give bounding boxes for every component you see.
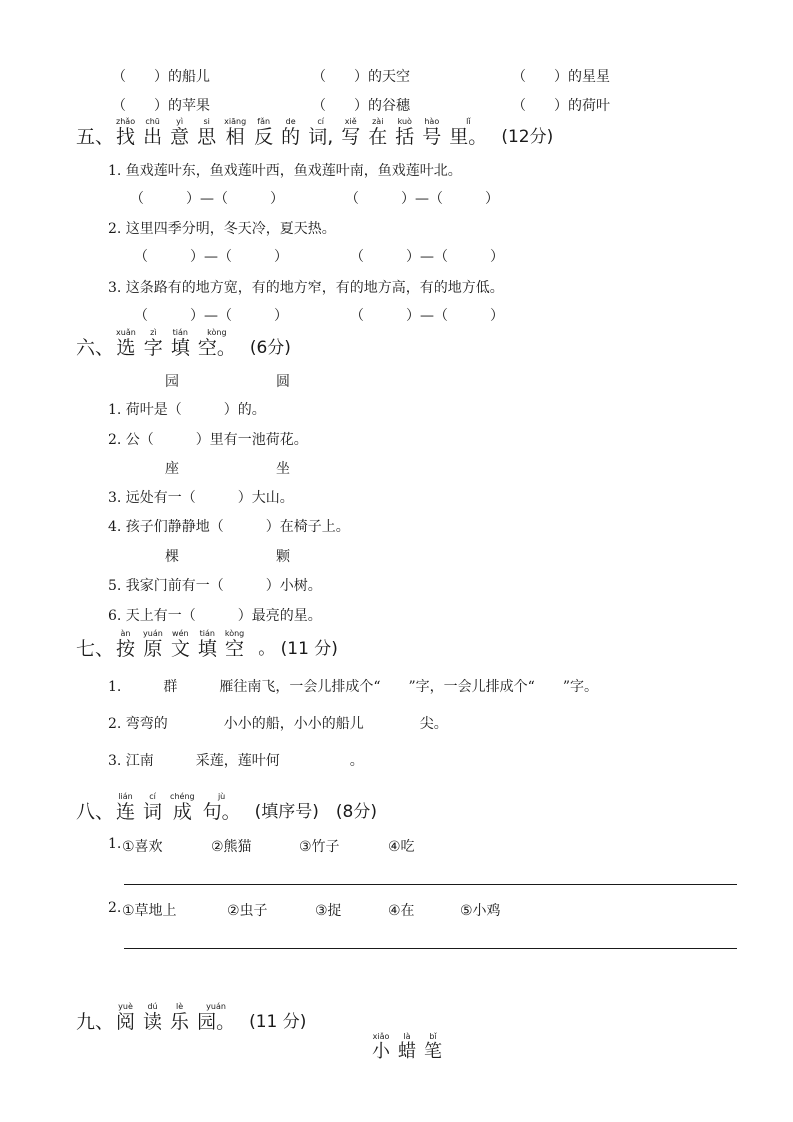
pinyin: wén: [172, 629, 189, 638]
option-char: 园: [165, 374, 179, 390]
hanzi: 成: [172, 801, 192, 823]
pinyin: chū: [145, 117, 160, 126]
section-7-heading: [76, 629, 338, 660]
word-chip: ②熊猫: [211, 839, 252, 855]
pinyin: cí: [317, 117, 325, 126]
word-chip: ②虫子: [227, 903, 268, 919]
option-char: 颗: [276, 549, 290, 565]
fill-item: （ ）的苹果: [112, 98, 210, 114]
pinyin: àn: [120, 629, 131, 638]
ruby-char: [143, 629, 163, 660]
pinyin: si: [203, 117, 210, 126]
question-text: 3. 远处有一（ ）大山。: [108, 490, 294, 506]
pinyin: là: [403, 1032, 411, 1041]
option-char: 棵: [165, 549, 179, 565]
question-text: 3. 江南 采莲，莲叶何 。: [108, 753, 364, 769]
pinyin: xiě: [344, 117, 357, 126]
section-number: 七、: [76, 638, 115, 660]
word-chip: ①喜欢: [122, 839, 163, 855]
hanzi: 选: [116, 337, 136, 359]
hanzi: 读: [143, 1011, 163, 1033]
hanzi: 按: [116, 638, 136, 660]
pinyin: xiāng: [224, 117, 247, 126]
hanzi: 填: [170, 337, 190, 359]
ruby-char: [116, 629, 135, 660]
hanzi: 阅: [116, 1011, 136, 1033]
question-text: 5. 我家门前有一（ ）小树。: [108, 578, 322, 594]
hanzi: 括: [395, 126, 415, 148]
answer-blank: （ ）—（ ）: [134, 308, 288, 324]
pinyin: tián: [172, 328, 188, 337]
question-text: 1. 群 雁往南飞，一会儿排成个“ ”字，一会儿排成个“ ”字。: [108, 679, 598, 695]
word-chip: ④在: [388, 903, 415, 919]
section-5-heading: [76, 117, 553, 148]
question-text: 4. 孩子们静静地（ ）在椅子上。: [108, 519, 350, 535]
section-8-heading: [76, 792, 377, 823]
ruby-char: [198, 328, 236, 359]
ruby-char: [116, 117, 135, 148]
ruby-char: [143, 117, 162, 148]
ruby-char: [398, 1032, 416, 1063]
hanzi: 连: [116, 801, 136, 823]
question-number: 1.: [108, 836, 122, 852]
hanzi: 的: [281, 126, 301, 148]
pinyin: zì: [150, 328, 157, 337]
ruby-char: [171, 629, 190, 660]
hanzi: 文: [170, 638, 190, 660]
section-9-heading: [76, 1002, 306, 1033]
section-number: 五、: [76, 126, 115, 148]
ruby-char: [368, 117, 387, 148]
pinyin: kòng: [224, 629, 245, 638]
ruby-char: [170, 1002, 189, 1033]
pinyin: cí: [149, 792, 156, 801]
pinyin: jù: [217, 792, 226, 801]
hanzi: 字: [143, 337, 163, 359]
hanzi: 空: [225, 638, 245, 660]
fill-item: （ ）的荷叶: [512, 98, 610, 114]
hanzi: 笔: [424, 1041, 442, 1062]
pinyin: yuè: [118, 1002, 133, 1011]
section-6-heading: [76, 328, 291, 359]
ruby-char: [197, 117, 216, 148]
ruby-char: [225, 629, 244, 660]
ruby-char: [424, 1032, 442, 1063]
ruby-char: [198, 629, 217, 660]
score-label: (11 分): [249, 1012, 307, 1032]
ruby-char: [170, 117, 189, 148]
question-text: 2. 弯弯的 小小的船，小小的船儿 尖。: [108, 716, 448, 732]
ruby-char: [170, 792, 195, 823]
ruby-char: [308, 117, 333, 148]
fill-item: （ ）的谷穗: [312, 98, 410, 114]
section-number: 八、: [76, 801, 115, 823]
pinyin: yuán: [206, 1002, 226, 1011]
question-text: 2. 公（ ）里有一池荷花。: [108, 432, 308, 448]
hanzi: 里。: [449, 126, 488, 148]
answer-blank: （ ）—（ ）: [130, 191, 284, 207]
hanzi: 反: [254, 126, 274, 148]
story-title: [372, 1032, 450, 1063]
hanzi: 句。: [202, 801, 241, 823]
hanzi: 填: [197, 638, 217, 660]
answer-blank: （ ）—（ ）: [350, 249, 504, 265]
ruby-char: [144, 328, 163, 359]
score-label: (填序号) (8分): [254, 802, 377, 822]
pinyin: tián: [199, 629, 215, 638]
question-text: 3. 这条路有的地方宽，有的地方窄，有的地方高，有的地方低。: [108, 280, 504, 296]
answer-line[interactable]: [124, 884, 737, 885]
word-chip: ⑤小鸡: [460, 903, 501, 919]
hanzi: 蜡: [398, 1041, 416, 1062]
hanzi: 小: [372, 1041, 390, 1062]
hanzi: 在: [368, 126, 388, 148]
pinyin: lè: [175, 1002, 184, 1011]
word-chip: ①草地上: [122, 903, 177, 919]
section-number: 六、: [76, 337, 115, 359]
pinyin: zài: [372, 117, 384, 126]
pinyin: fǎn: [257, 117, 271, 126]
hanzi: 写: [341, 126, 361, 148]
option-char: 座: [165, 461, 179, 477]
pinyin: hào: [424, 117, 440, 126]
ruby-char: [171, 328, 190, 359]
answer-blank: （ ）—（ ）: [345, 191, 499, 207]
hanzi: 园。: [197, 1011, 236, 1033]
pinyin: de: [285, 117, 296, 126]
question-text: 1. 鱼戏莲叶东，鱼戏莲叶西，鱼戏莲叶南，鱼戏莲叶北。: [108, 163, 462, 179]
hanzi: 思: [197, 126, 217, 148]
answer-line[interactable]: [124, 948, 737, 949]
ruby-char: [341, 117, 360, 148]
pinyin: yì: [176, 117, 184, 126]
section-number: 九、: [76, 1011, 115, 1033]
pinyin: kòng: [207, 328, 227, 337]
ruby-char: [143, 1002, 162, 1033]
hanzi: 找: [116, 126, 136, 148]
hanzi: 原: [143, 638, 163, 660]
ruby-char: [281, 117, 300, 148]
question-text: 6. 天上有一（ ）最亮的星。: [108, 608, 322, 624]
ruby-char: [372, 1032, 390, 1063]
ruby-char: [203, 792, 241, 823]
fill-item: （ ）的天空: [312, 69, 410, 85]
ruby-char: [449, 117, 487, 148]
pinyin: lián: [118, 792, 133, 801]
option-char: 坐: [276, 461, 290, 477]
hanzi: 词,: [308, 126, 334, 148]
hanzi: 号: [422, 126, 442, 148]
score-label: (12分): [501, 127, 554, 147]
pinyin: zhǎo: [116, 117, 136, 126]
hanzi: 词: [143, 801, 163, 823]
ruby-char: [254, 117, 273, 148]
ruby-char: [197, 1002, 235, 1033]
answer-blank: （ ）—（ ）: [134, 249, 288, 265]
score-label: 。 (11 分): [258, 639, 338, 659]
hanzi: 出: [143, 126, 163, 148]
word-chip: ③竹子: [299, 839, 340, 855]
word-chip: ④吃: [388, 839, 415, 855]
ruby-char: [395, 117, 414, 148]
hanzi: 空。: [197, 337, 236, 359]
question-text: 1. 荷叶是（ ）的。: [108, 402, 266, 418]
ruby-char: [116, 1002, 135, 1033]
pinyin: kuò: [397, 117, 412, 126]
pinyin: yuán: [143, 629, 163, 638]
ruby-char: [422, 117, 441, 148]
hanzi: 乐: [170, 1011, 190, 1033]
pinyin: dú: [147, 1002, 158, 1011]
ruby-char: [116, 328, 136, 359]
answer-blank: （ ）—（ ）: [350, 308, 504, 324]
hanzi: 意: [170, 126, 190, 148]
option-char: 圆: [276, 374, 290, 390]
question-text: 2. 这里四季分明，冬天冷，夏天热。: [108, 221, 336, 237]
pinyin: bǐ: [429, 1032, 437, 1041]
ruby-char: [143, 792, 162, 823]
pinyin: chéng: [170, 792, 195, 801]
pinyin: xuǎn: [116, 328, 136, 337]
ruby-char: [224, 117, 246, 148]
word-chip: ③捉: [315, 903, 342, 919]
pinyin: xiǎo: [372, 1032, 390, 1041]
question-number: 2.: [108, 900, 122, 916]
fill-item: （ ）的船儿: [112, 69, 210, 85]
fill-item: （ ）的星星: [512, 69, 610, 85]
ruby-char: [116, 792, 135, 823]
pinyin: lǐ: [466, 117, 471, 126]
hanzi: 相: [225, 126, 245, 148]
score-label: (6分): [249, 338, 291, 358]
